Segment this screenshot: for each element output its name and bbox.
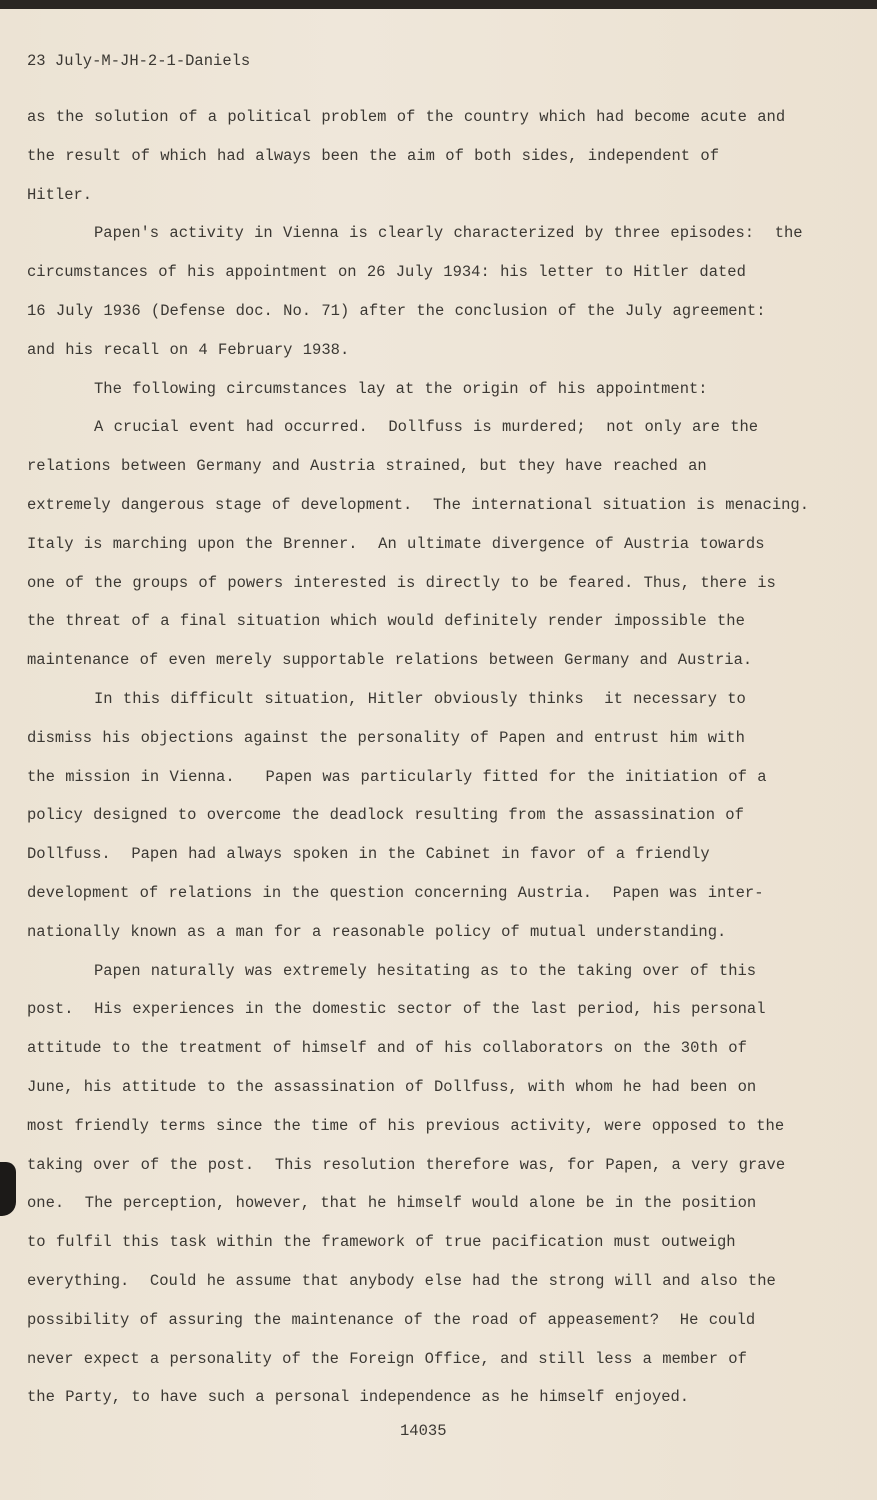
text-line: The following circumstances lay at the origin of his appointment:: [94, 379, 708, 398]
text-line: the threat of a final situation which would definitely render impossible the: [27, 612, 745, 631]
text-line: and his recall on 4 February 1938.: [27, 340, 350, 359]
text-line: one of the groups of powers interested is directly to be feared. Thus, there is: [27, 573, 776, 592]
text-line: as the solution of a political problem of the country which had become acute and: [27, 108, 786, 126]
text-line: everything. Could he assume that anybody else had the strong will and also the: [27, 1272, 776, 1290]
page-number: 14035: [400, 1422, 447, 1440]
text-line: dismiss his objections against the personality of Papen and entrust him with: [27, 728, 745, 747]
text-line: one. The perception, however, that he himself would alone be in the position: [27, 1194, 757, 1213]
text-line: relations between Germany and Austria strained, but they have reached an: [27, 457, 707, 476]
text-line: most friendly terms since the time of his previous activity, were opposed to the: [27, 1116, 785, 1135]
text-line: Dollfuss. Papen had always spoken in the Cabinet in favor of a friendly: [27, 845, 710, 864]
page-header: 23 July-M-JH-2-1-Daniels: [27, 52, 251, 70]
text-line: Hitler.: [27, 185, 93, 204]
text-line: the Party, to have such a personal independence as he himself enjoyed.: [27, 1388, 690, 1407]
text-line: Papen naturally was extremely hesitating as to the taking over of this: [94, 961, 757, 980]
text-line: Italy is marching upon the Brenner. An ultimate divergence of Austria towards: [27, 534, 765, 553]
text-line: 16 July 1936 (Defense doc. No. 71) after the conclusion of the July agreement:: [27, 302, 766, 320]
text-line: circumstances of his appointment on 26 July 1934: his letter to Hitler dated: [27, 263, 746, 282]
binding-hole: [0, 1162, 16, 1216]
scan-top-edge: [0, 0, 877, 9]
text-line: attitude to the treatment of himself and of his collaborators on the 30th of: [27, 1039, 747, 1058]
text-line: never expect a personality of the Foreign Office, and still less a member of: [27, 1349, 747, 1368]
text-line: post. His experiences in the domestic sector of the last period, his personal: [27, 1000, 766, 1019]
text-line: June, his attitude to the assassination of Dollfuss, with whom he had been on: [27, 1078, 757, 1096]
text-line: to fulfil this task within the framework of true pacification must outweigh: [27, 1233, 736, 1252]
text-line: the mission in Vienna. Papen was particularly fitted for the initiation of a: [27, 767, 767, 786]
text-line: development of relations in the question concerning Austria. Papen was inter-: [27, 884, 764, 902]
text-line: the result of which had always been the aim of both sides, independent of: [27, 146, 720, 165]
text-line: A crucial event had occurred. Dollfuss is murdered; not only are the: [94, 418, 759, 437]
text-line: maintenance of even merely supportable relations between Germany and Austria.: [27, 651, 753, 670]
text-line: nationally known as a man for a reasonable policy of mutual understanding.: [27, 922, 727, 941]
text-line: policy designed to overcome the deadlock resulting from the assassination of: [27, 806, 744, 825]
text-line: Papen's activity in Vienna is clearly characterized by three episodes: the: [94, 224, 803, 243]
text-line: In this difficult situation, Hitler obviously thinks it necessary to: [94, 690, 746, 708]
text-line: possibility of assuring the maintenance of the road of appeasement? He could: [27, 1310, 756, 1329]
text-line: extremely dangerous stage of development. The international situation is menacing.: [27, 496, 810, 514]
text-line: taking over of the post. This resolution therefore was, for Papen, a very grave: [27, 1155, 786, 1174]
